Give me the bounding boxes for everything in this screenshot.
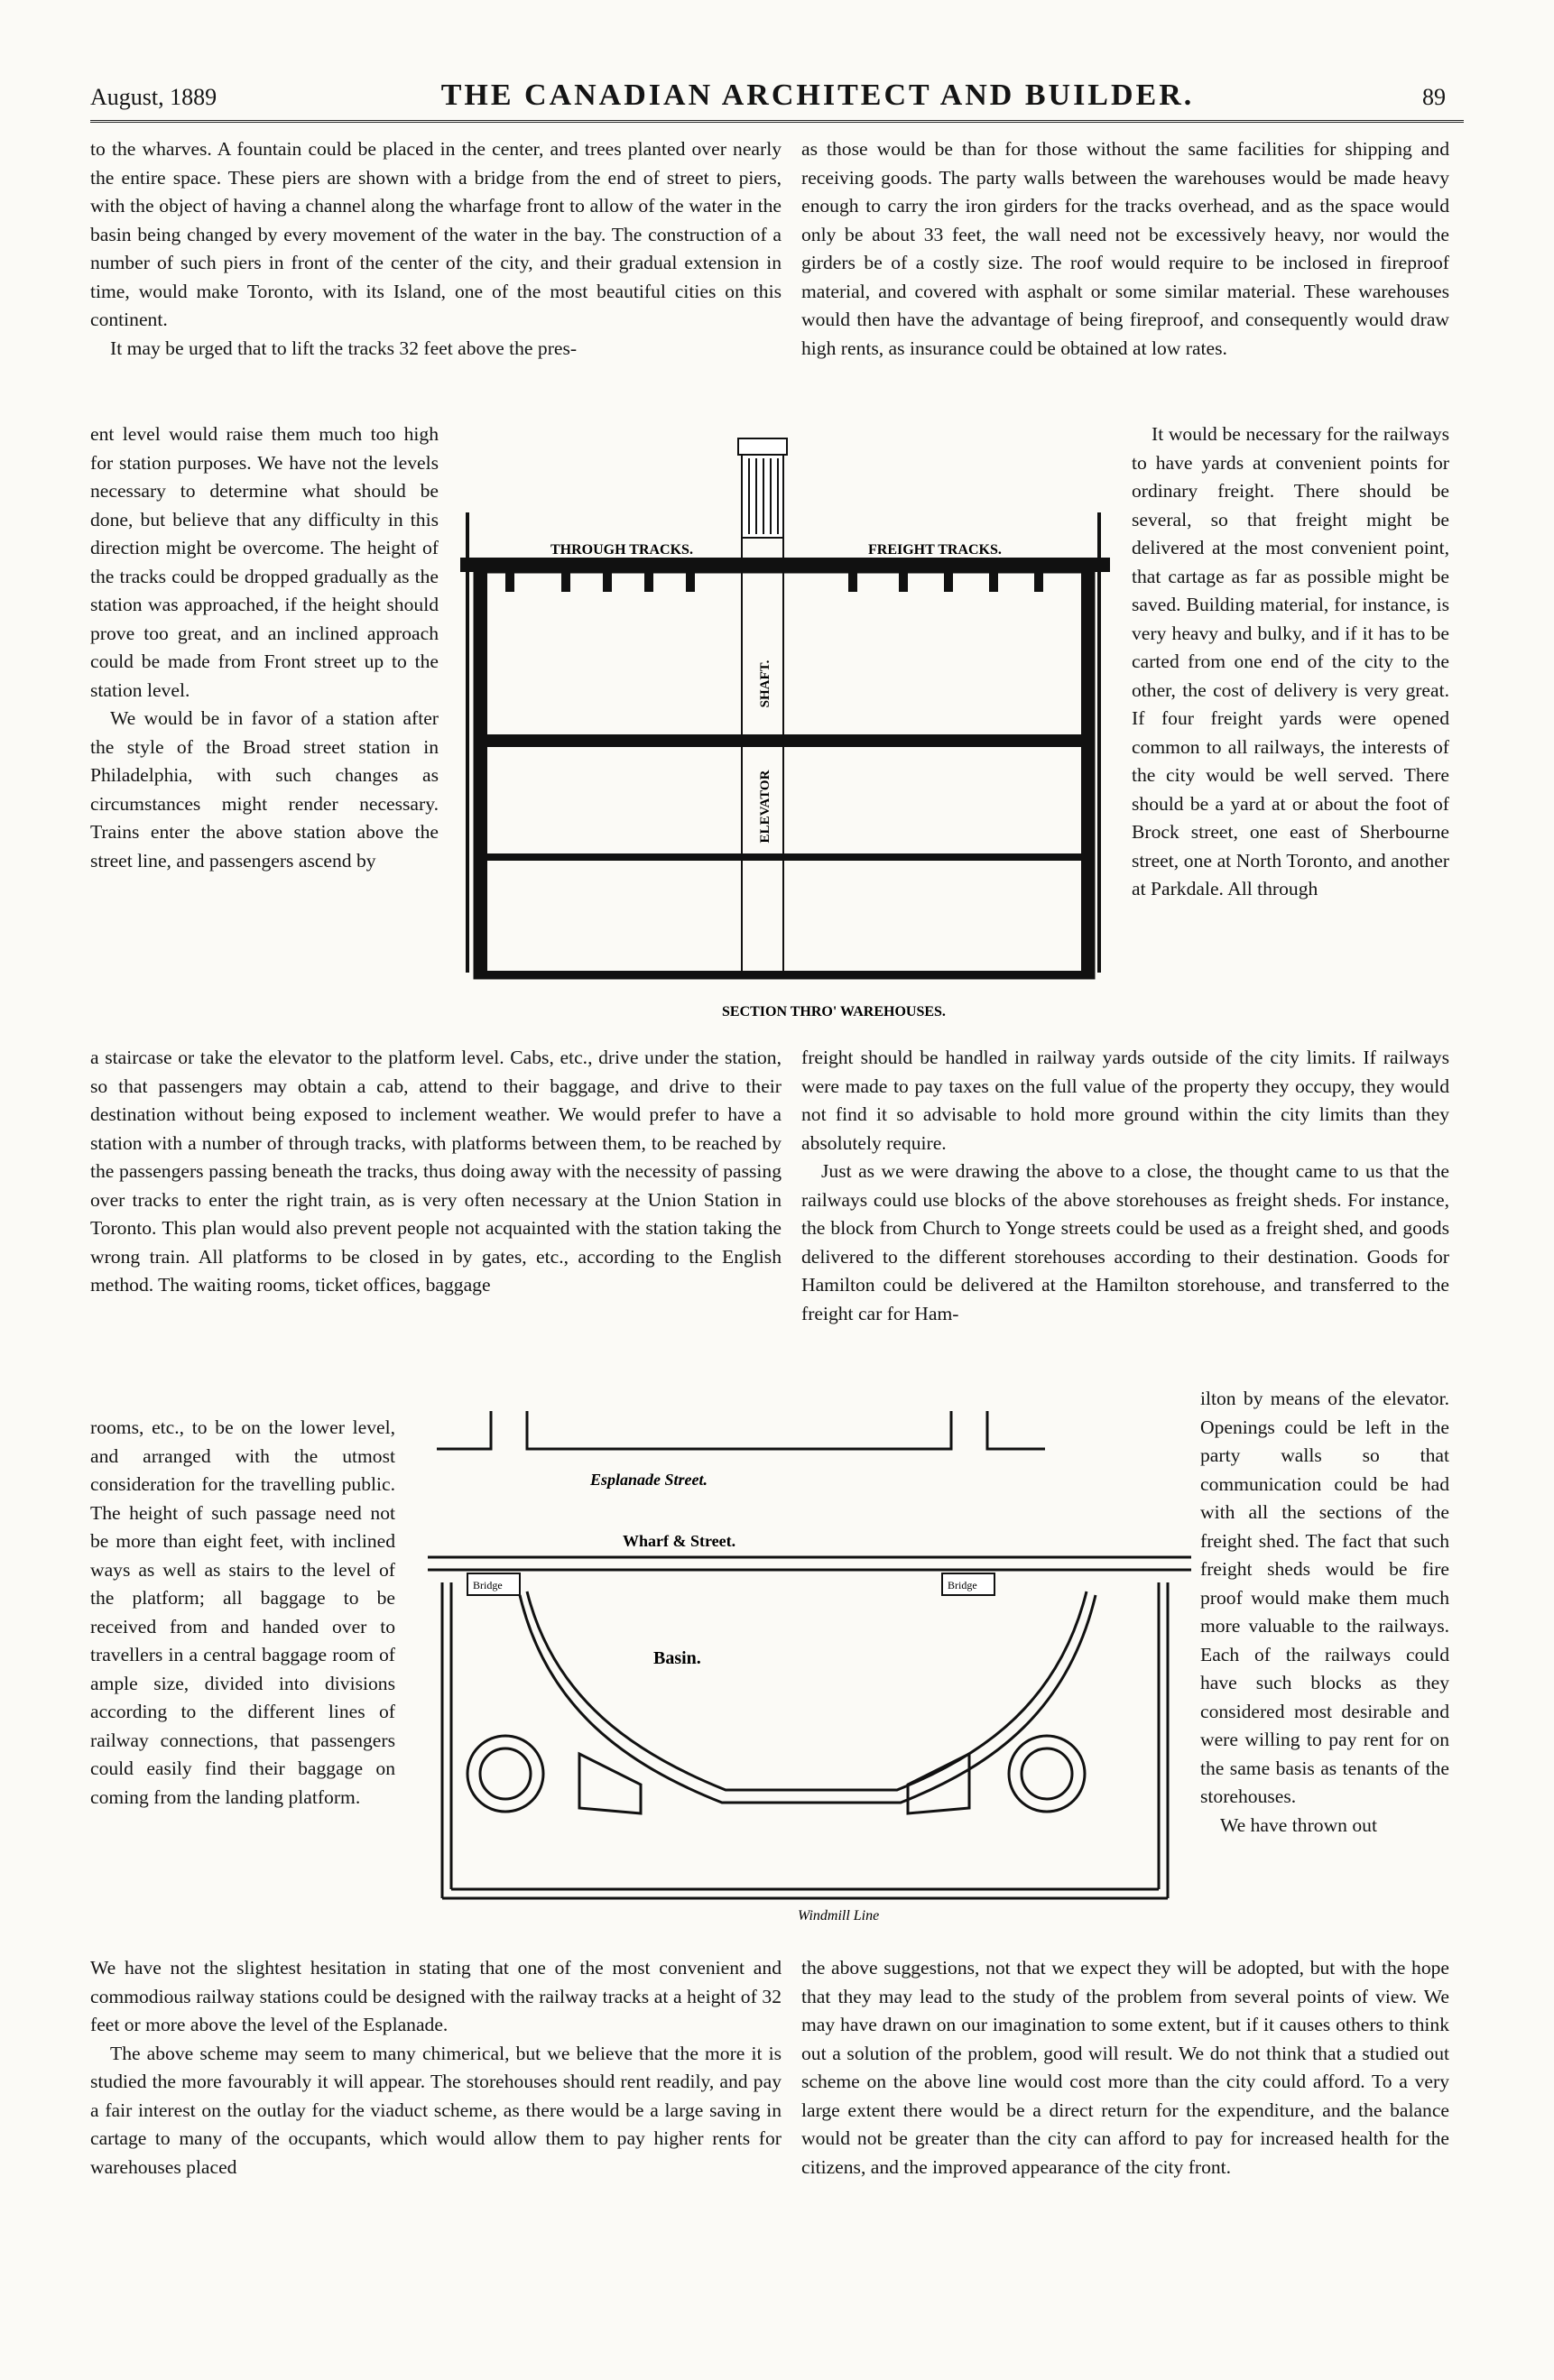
shaft-label: SHAFT. bbox=[758, 660, 772, 708]
paragraph: rooms, etc., to be on the lower level, and arranged with the utmost consideration for the travelling public. The height of such passage need not be more than eight feet, with inclined ways as well as stairs to the level of the platform; all baggage to be received from and handed over to travellers in a central baggage room of ample size, divided into divisions according to the different lines of railway connections, that passengers could easily find their baggage on coming from the landing platform. bbox=[90, 1416, 395, 1808]
right-column-bottom bbox=[801, 1954, 1449, 2182]
rail-girders bbox=[505, 572, 1043, 592]
right-column-mid bbox=[801, 1044, 1449, 1328]
paragraph: freight should be handled in railway yards outside of the city limits. If railways were made to pay taxes on the full value of the property they occupy, they would not find it so advisable to hold more ground within the city limits than they absolutely require. bbox=[801, 1047, 1449, 1154]
esplanade-label: Esplanade Street. bbox=[590, 1471, 708, 1489]
right-bridge-label: Bridge bbox=[948, 1579, 977, 1591]
paragraph: The above scheme may seem to many chimerical, but we believe that the more it is studied the more favourably it will appear. The storehouses should rent readily, and pay a fair interest on the outlay for the viaduct scheme, as there would be a large saving in cartage to many of the occupants, which would allow them to pay higher rents for warehouses placed bbox=[90, 2042, 782, 2178]
right-column-wrap-2 bbox=[1200, 1385, 1449, 1840]
left-bed bbox=[579, 1754, 641, 1813]
paragraph: We would be in favor of a station after the style of the Broad street station in Philadelphia, with such changes as circumstances might render necessary. Trains enter the above station above the street line, and passengers ascend by bbox=[90, 707, 439, 872]
basin-label: Basin. bbox=[653, 1648, 701, 1668]
through-tracks-label: THROUGH TRACKS. bbox=[550, 542, 693, 558]
paragraph: Just as we were drawing the above to a close, the thought came to us that the railways could use blocks of the above storehouses as freight sheds. For instance, the block from Church to Yonge streets could be used as a freight shed, and goods delivered to the different storehouses according to their destination. Goods for Hamilton could be delivered at the Hamilton storehouse, and transferred to the freight car for Ham- bbox=[801, 1160, 1449, 1324]
shaft-cap bbox=[738, 438, 787, 455]
paragraph: It would be necessary for the railways to have yards at convenient points for ordinary freight. There should be several, so that freight might be delivered at the most convenient point, that cartage as far as possible might be saved. Building material, for instance, is very heavy and bulky, and if it has to be carted from one end of the city to the other, the cost of delivery is very great. If four freight yards were opened common to all railways, the interests of the city would be well served. There should be a yard at or about the foot of Brock street, one east of Sherbourne street, one at North Toronto, and another at Parkdale. All through bbox=[1132, 423, 1449, 899]
left-column-mid bbox=[90, 1044, 782, 1300]
pier-boundary bbox=[442, 1889, 1168, 1898]
right-column-wrap-1 bbox=[1132, 420, 1449, 904]
paragraph: We have not the slightest hesitation in stating that one of the most convenient and commodious railway stations could be designed with the railway tracks at a height of 32 feet or more above the level of the Esplanade. bbox=[90, 1957, 782, 2035]
left-column-wrap-2 bbox=[90, 1414, 395, 1812]
paragraph: We have thrown out bbox=[1220, 1813, 1377, 1836]
windmill-line-label: Windmill Line bbox=[798, 1908, 880, 1923]
roof-deck bbox=[460, 558, 1110, 572]
left-bridge-label: Bridge bbox=[473, 1579, 503, 1591]
left-fountain bbox=[467, 1736, 543, 1812]
paragraph: ent level would raise them much too high for station purposes. We have not the levels necessary to determine what should be done, but believe that any difficulty in this direction might be overcome. The height of the tracks could be dropped gradually as the station was approached, if the height should prove too great, and an inclined approach could be made from Front street up to the station level. bbox=[90, 423, 439, 701]
left-column-top bbox=[90, 135, 782, 363]
issue-date: August, 1889 bbox=[90, 84, 217, 110]
elevator-label: ELEVATOR bbox=[758, 770, 772, 844]
wharf-edges bbox=[428, 1557, 1191, 1570]
publication-title: THE CANADIAN ARCHITECT AND BUILDER. bbox=[440, 78, 1195, 112]
left-column-wrap-1 bbox=[90, 420, 439, 875]
paragraph: the above suggestions, not that we expect they will be adopted, but with the hope that they may lead to the study of the problem from several points of view. We may have drawn on our imagination to some extent, but if it causes others to think out a solution of the problem, good will result. We do not think that a studied out scheme on the above line would cost more than the city could afford. To a very large extent there would be a direct return for the expenditure, and the balance would not be greater than the city can afford to pay for increased health for the citizens, and the improved appearance of the city front. bbox=[801, 1957, 1449, 2178]
section-caption: SECTION THRO' WAREHOUSES. bbox=[722, 1004, 946, 1019]
wharf-street-label: Wharf & Street. bbox=[623, 1532, 736, 1550]
page-number: 89 bbox=[1422, 84, 1446, 110]
paragraph: ilton by means of the elevator. Openings could be left in the party walls so that communication could be had with all the sections of the freight shed. The fact that such freight sheds would be fire proof would make them much more valuable to the railways. Each of the railways could have such blocks as they considered most desirable and were willing to pay rent for on the same basis as tenants of the storehouses. bbox=[1200, 1388, 1449, 1807]
right-column-top bbox=[801, 135, 1449, 363]
esplanade-street-lines bbox=[437, 1411, 1045, 1449]
basin-plan-figure bbox=[428, 1411, 1191, 1934]
page-header bbox=[90, 72, 1464, 123]
right-bed bbox=[908, 1754, 969, 1813]
paragraph: a staircase or take the elevator to the platform level. Cabs, etc., drive under the station, so that passengers may obtain a cab, attend to their baggage, and drive to their destination without being exposed to inclement weather. We would prefer to have a station with a number of through tracks, with platforms between them, to be reached by the passengers passing beneath the tracks, thus doing away with the necessity of passing over tracks to enter the right train, as is very often necessary at the Union Station in Toronto. This plan would also prevent people not acquainted with the station taking the wrong train. All platforms to be closed in by gates, etc., according to the English method. The waiting rooms, ticket offices, baggage bbox=[90, 1047, 782, 1296]
right-fountain bbox=[1009, 1736, 1085, 1812]
freight-tracks-label: FREIGHT TRACKS. bbox=[868, 542, 1002, 558]
paragraph: It may be urged that to lift the tracks 32 feet above the pres- bbox=[110, 337, 578, 359]
paragraph: as those would be than for those without the same facilities for shipping and receiving goods. The party walls between the warehouses would be made heavy enough to carry the iron girders for the tracks overhead, and as the space would only be about 33 feet, the wall need not be excessively heavy, nor would the girders be of a costly size. The roof would require to be inclosed in fireproof material, and covered with asphalt or some similar material. These warehouses would then have the advantage of being fireproof, and consequently would draw high rents, as insurance could be obtained at low rates. bbox=[801, 138, 1449, 359]
paragraph: to the wharves. A fountain could be placed in the center, and trees planted over nearly the entire space. These piers are shown with a bridge from the end of street to piers, with the object of having a channel along the wharfage front to allow of the water in the basin being changed by every movement of the water in the bay. The construction of a number of such piers in front of the center of the city, and their gradual extension in time, would make Toronto, with its Island, one of the most beautiful cities on this continent. bbox=[90, 138, 782, 330]
section-thro-warehouses-figure bbox=[451, 431, 1119, 1027]
left-column-bottom bbox=[90, 1954, 782, 2182]
pier-channel bbox=[442, 1582, 1168, 1898]
